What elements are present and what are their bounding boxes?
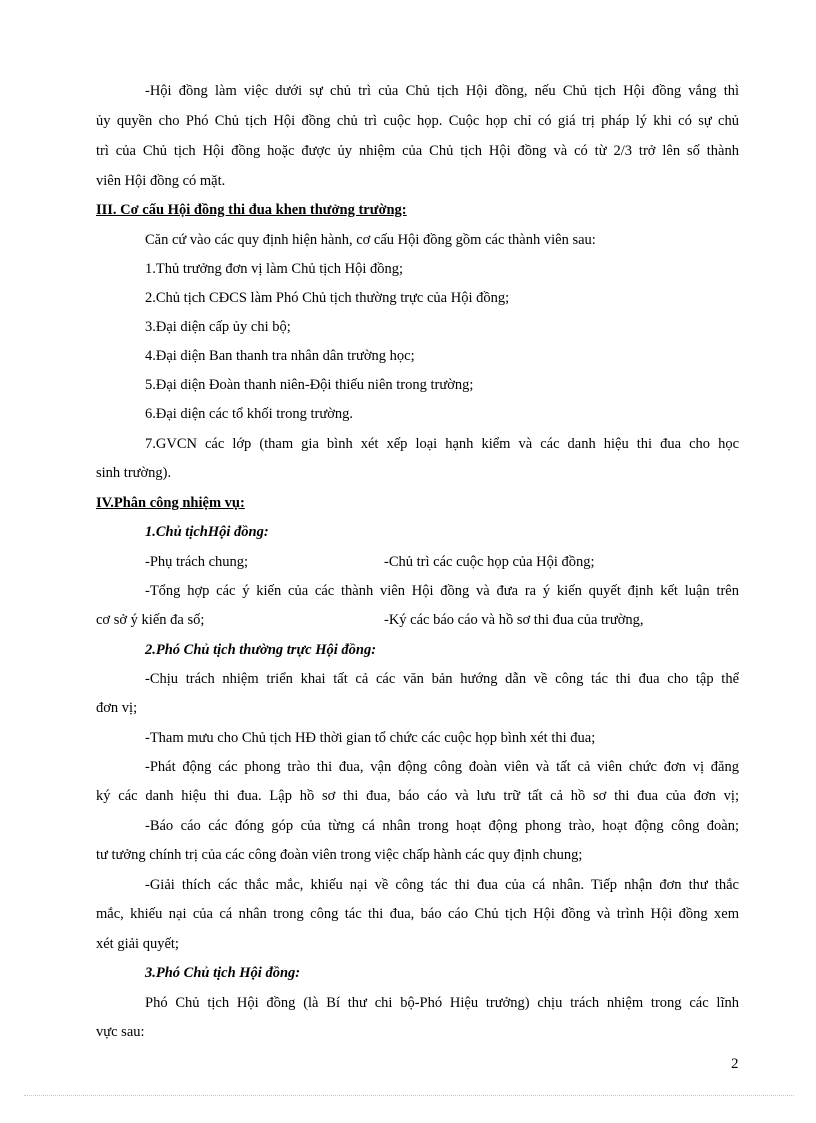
paragraph-chair-line-4: viên Hội đồng có mặt. bbox=[96, 173, 226, 189]
section-3-item-6: 6.Đại diện các tổ khối trong trường. bbox=[145, 406, 354, 422]
vice-standing-duty-d-line-2: tư tưởng chính trị của các công đoàn viên trong việc chấp hành các quy định chung; bbox=[96, 847, 583, 863]
section-3-item-5: 5.Đại diện Đoàn thanh niên-Đội thiếu niên trong trường; bbox=[145, 377, 474, 393]
chair-duty-b: -Chủ trì các cuộc họp của Hội đồng; bbox=[384, 554, 595, 570]
section-3-item-7-line-1: 7.GVCN các lớp (tham gia bình xét xếp loại hạnh kiểm và các danh hiệu thi đua cho học bbox=[145, 436, 739, 452]
section-4-heading: IV.Phân công nhiệm vụ: bbox=[96, 495, 245, 511]
vice-duty-a-line-2: vực sau: bbox=[96, 1024, 145, 1040]
vice-standing-duty-c-line-1: -Phát động các phong trào thi đua, vận động công đoàn viên và tất cả viên chức đơn vị đăng bbox=[145, 759, 739, 775]
section-3-item-2: 2.Chủ tịch CĐCS làm Phó Chủ tịch thường trực của Hội đồng; bbox=[145, 290, 510, 306]
page-bottom-divider bbox=[24, 1095, 794, 1096]
vice-standing-duty-c-line-2: ký các danh hiệu thi đua. Lập hồ sơ thi đua, báo cáo và lưu trữ tất cả hồ sơ thi đua của đơn vị; bbox=[96, 788, 739, 804]
vice-standing-duty-e-line-1: -Giải thích các thắc mắc, khiếu nại về công tác thi đua của cá nhân. Tiếp nhận đơn thư thắc bbox=[145, 877, 739, 893]
section-3-intro: Căn cứ vào các quy định hiện hành, cơ cấu Hội đồng gồm các thành viên sau: bbox=[145, 232, 596, 248]
vice-standing-duty-a-line-2: đơn vị; bbox=[96, 700, 138, 716]
vice-standing-subheading: 2.Phó Chủ tịch thường trực Hội đồng: bbox=[145, 642, 377, 658]
vice-standing-duty-d-line-1: -Báo cáo các đóng góp của từng cá nhân trong hoạt động phong trào, hoạt động công đoàn; bbox=[145, 818, 739, 834]
vice-standing-duty-e-line-2: mắc, khiếu nại của cá nhân trong công tác thi đua, báo cáo Chủ tịch Hội đồng và trình Hội đồng xem bbox=[96, 906, 739, 922]
paragraph-chair-line-1: -Hội đồng làm việc dưới sự chủ trì của Chủ tịch Hội đồng, nếu Chủ tịch Hội đồng vắng thì bbox=[145, 83, 739, 99]
chair-subheading: 1.Chủ tịchHội đồng: bbox=[145, 524, 269, 540]
section-3-heading: III. Cơ cấu Hội đồng thi đua khen thưởng trường: bbox=[96, 202, 407, 218]
chair-duty-c-line-1: -Tổng hợp các ý kiến của các thành viên Hội đồng và đưa ra ý kiến quyết định kết luận trên bbox=[145, 583, 739, 599]
vice-standing-duty-a-line-1: -Chịu trách nhiệm triển khai tất cả các văn bản hướng dẫn về công tác thi đua cho tập thể bbox=[145, 671, 739, 687]
chair-duty-d: -Ký các báo cáo và hồ sơ thi đua của trường, bbox=[384, 612, 644, 628]
section-3-item-7-line-2: sinh trường). bbox=[96, 465, 172, 481]
page-number: 2 bbox=[731, 1056, 739, 1072]
paragraph-chair-line-3: trì của Chủ tịch Hội đồng hoặc được ủy nhiệm của Chủ tịch Hội đồng và có từ 2/3 trở lên số thành bbox=[96, 143, 739, 159]
section-3-item-4: 4.Đại diện Ban thanh tra nhân dân trường học; bbox=[145, 348, 415, 364]
vice-standing-duty-b: -Tham mưu cho Chủ tịch HĐ thời gian tổ chức các cuộc họp bình xét thi đua; bbox=[145, 730, 596, 746]
section-3-item-3: 3.Đại diện cấp ủy chi bộ; bbox=[145, 319, 291, 335]
paragraph-chair-line-2: ủy quyền cho Phó Chủ tịch Hội đồng chủ trì cuộc họp. Cuộc họp chỉ có giá trị pháp lý khi có sự chủ bbox=[96, 113, 739, 129]
chair-duty-c-line-2: cơ sở ý kiến đa số; bbox=[96, 612, 205, 628]
section-3-item-1: 1.Thủ trưởng đơn vị làm Chủ tịch Hội đồng; bbox=[145, 261, 403, 277]
vice-subheading: 3.Phó Chủ tịch Hội đồng: bbox=[145, 965, 301, 981]
chair-duty-a: -Phụ trách chung; bbox=[145, 554, 249, 570]
vice-duty-a-line-1: Phó Chủ tịch Hội đồng (là Bí thư chi bộ-Phó Hiệu trưởng) chịu trách nhiệm trong các lĩnh bbox=[145, 995, 739, 1011]
vice-standing-duty-e-line-3: xét giải quyết; bbox=[96, 936, 179, 952]
